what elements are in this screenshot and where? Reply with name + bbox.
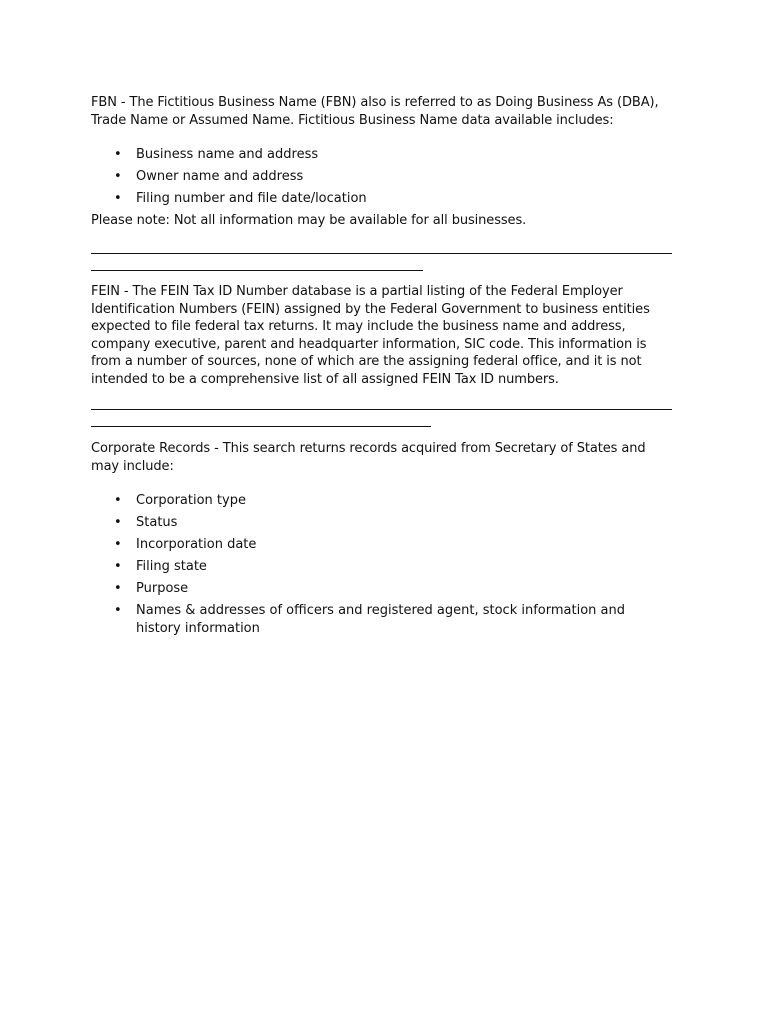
list-item-text: Corporation type [136,493,246,508]
list-item [91,188,656,210]
bullet-icon: • [114,147,122,162]
bullet-icon: • [114,581,122,596]
list-item-text: Filing number and file date/location [136,191,367,206]
list-item-text: Purpose [136,581,189,596]
bullet-icon: • [114,537,122,552]
list-item [91,166,656,188]
fein-paragraph: FEIN - The FEIN Tax ID Number database is a partial listing of the Federal Employer Identification Numbers (FEIN) assigned by the Federal Government to business entities expected to file federal tax returns. It may include the business name and address, company executive, parent and headquarter information, SIC code. This information is from a number of sources, none of which are the assigning federal office, and it is not intended to be a comprehensive list of all assigned FEIN Tax ID numbers. [91,284,650,387]
list-item [91,578,656,600]
separator-line [91,253,672,254]
list-item [91,556,656,578]
separator-line [91,270,423,271]
bullet-icon: • [114,493,122,508]
list-item-text: Owner name and address [136,169,304,184]
list-item [91,534,656,556]
bullet-icon: • [114,515,122,530]
list-item [91,490,656,512]
list-item [91,144,656,166]
list-item-text: Names & addresses of officers and registered agent, stock information and history information [136,603,625,636]
corporate-list [91,490,656,637]
fbn-paragraph: FBN - The Fictitious Business Name (FBN) also is referred to as Doing Business As (DBA), Trade Name or Assumed Name. Fictitious Business Name data available includes: [91,95,659,128]
separator-line [91,426,431,427]
list-item [91,512,656,534]
bullet-icon: • [114,603,122,618]
fbn-note: Please note: Not all information may be available for all businesses. [91,213,527,228]
corporate-paragraph: Corporate Records - This search returns records acquired from Secretary of States and may include: [91,441,646,474]
list-item-text: Status [136,515,178,530]
bullet-icon: • [114,169,122,184]
fbn-list [91,144,656,210]
bullet-icon: • [114,191,122,206]
list-item [91,600,656,637]
list-item-text: Incorporation date [136,537,257,552]
list-item-text: Filing state [136,559,207,574]
list-item-text: Business name and address [136,147,319,162]
bullet-icon: • [114,559,122,574]
separator-line [91,409,672,410]
